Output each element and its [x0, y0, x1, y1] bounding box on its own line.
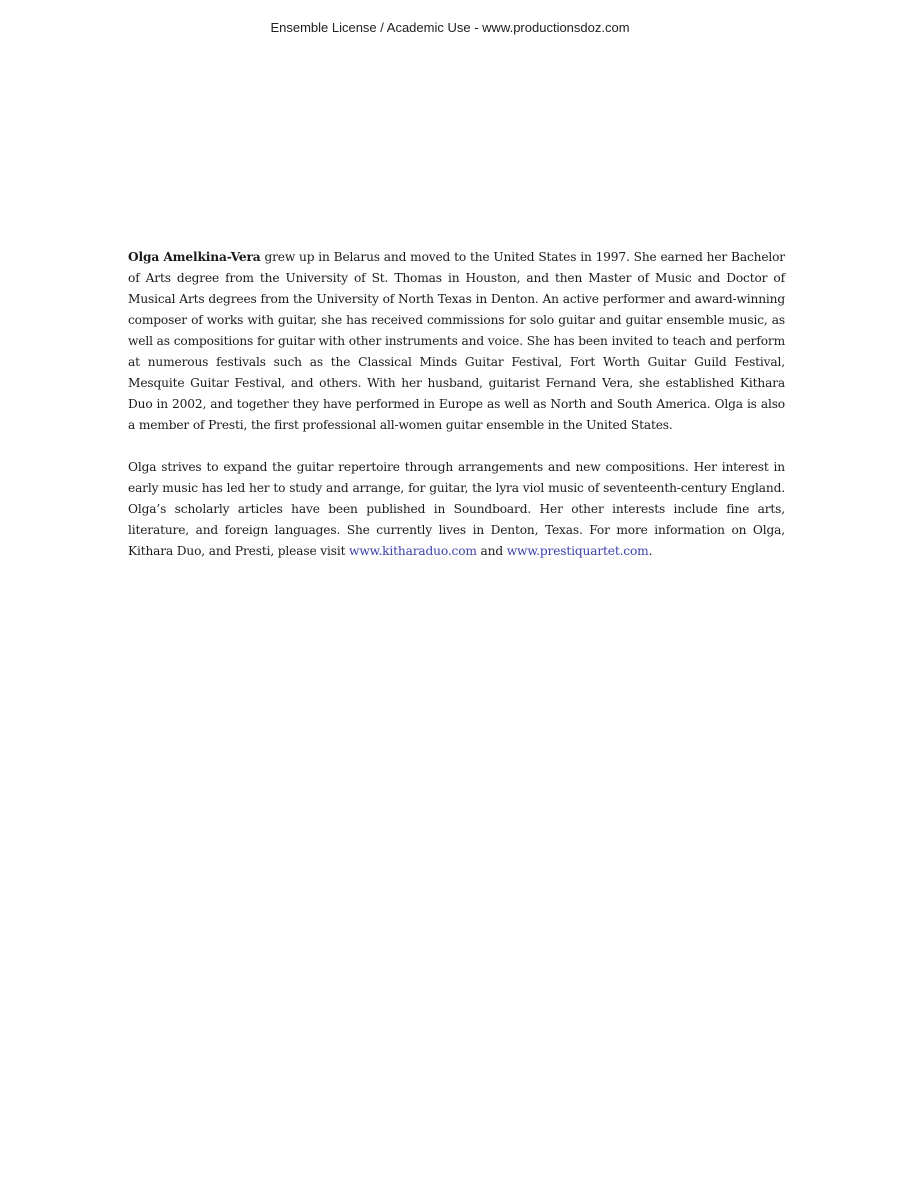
- kitharaduo-link[interactable]: www.kitharaduo.com: [349, 544, 477, 558]
- composer-name: Olga Amelkina-Vera: [128, 250, 261, 264]
- bio-paragraph-2-text: Olga strives to expand the guitar repertoire through arrangements and new compositions. Her interest in early music has led her to study and arrange, for guitar, the lyra viol music of seventeenth-century England. Olga’s scholarly articles have been published in Soundboard. Her other interests include fine arts, literature, and foreign languages. She currently lives in Denton, Texas. For more information on Olga, Kithara Duo, and Presti, please visit: [128, 460, 785, 558]
- bio-paragraph-1: [128, 247, 785, 436]
- bio-paragraph-1-text: grew up in Belarus and moved to the United States in 1997. She earned her Bachelor of Arts degree from the University of St. Thomas in Houston, and then Master of Music and Doctor of Musical Arts degrees from the University of North Texas in Denton. An active performer and award-winning composer of works with guitar, she has received commissions for solo guitar and guitar ensemble music, as well as compositions for guitar with other instruments and voice. She has been invited to teach and perform at numerous festivals such as the Classical Minds Guitar Festival, Fort Worth Guitar Guild Festival, Mesquite Guitar Festival, and others. With her husband, guitarist Fernand Vera, she established Kithara Duo in 2002, and together they have performed in Europe as well as North and South America. Olga is also a member of Presti, the first professional all-women guitar ensemble in the United States.: [128, 250, 785, 432]
- end-punctuation: .: [648, 544, 653, 558]
- biography: [128, 247, 785, 583]
- bio-paragraph-2: [128, 457, 785, 562]
- link-separator: and: [476, 544, 507, 558]
- license-header: Ensemble License / Academic Use - www.productionsdoz.com: [270, 20, 630, 35]
- prestiquartet-link[interactable]: www.prestiquartet.com: [506, 544, 649, 558]
